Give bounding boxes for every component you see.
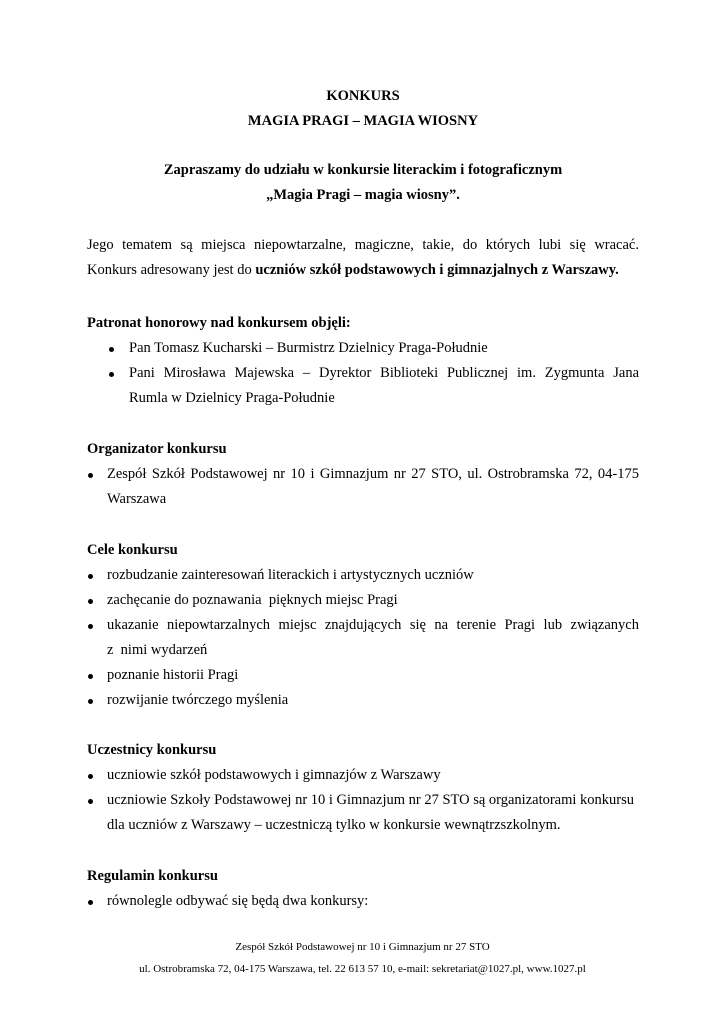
- footer: [0, 939, 725, 977]
- goals-section: [87, 538, 639, 713]
- patronage-heading: Patronat honorowy nad konkursem objęli:: [87, 315, 351, 331]
- intro-line-2-bold: uczniów szkół podstawowych i gimnazjalnych z Warszawy.: [255, 262, 619, 278]
- participants-item-2-line-2: dla uczniów z Warszawy – uczestniczą tylko w konkursie wewnątrzszkolnym.: [107, 817, 561, 833]
- goals-item-1: rozbudzanie zainteresowań literackich i artystycznych uczniów: [107, 567, 474, 583]
- organizer-item-line-1: Zespół Szkół Podstawowej nr 10 i Gimnazjum nr 27 STO, ul. Ostrobramska 72, 04-175: [107, 466, 639, 482]
- list-item: [87, 763, 639, 788]
- list-item: [87, 563, 639, 588]
- list-item: [87, 613, 639, 663]
- bullet-icon: [88, 624, 93, 629]
- organizer-heading: Organizator konkursu: [87, 441, 227, 457]
- bullet-icon: [109, 372, 114, 377]
- title-block: [87, 84, 639, 134]
- intro-line-2-text: Konkurs adresowany jest do: [87, 262, 256, 278]
- patronage-item-2-line-2: Rumla w Dzielnicy Praga-Południe: [129, 390, 335, 406]
- participants-list: [87, 763, 639, 838]
- goals-item-3-line-1: ukazanie niepowtarzalnych miejsc znajdujących się na terenie Pragi lub związanych: [107, 617, 639, 633]
- invitation-line-2: „Magia Pragi – magia wiosny”.: [266, 187, 460, 203]
- organizer-item-line-2: Warszawa: [107, 491, 167, 507]
- patronage-section: [87, 311, 639, 411]
- list-item: [87, 663, 639, 688]
- intro-line-2: [87, 258, 639, 283]
- bullet-icon: [88, 473, 93, 478]
- patronage-list: [87, 336, 639, 411]
- rules-list: [87, 889, 639, 914]
- title-name: MAGIA PRAGI – MAGIA WIOSNY: [247, 113, 479, 129]
- title-konkurs: KONKURS: [326, 88, 400, 104]
- goals-item-5: rozwijanie twórczego myślenia: [107, 692, 289, 708]
- participants-item-2-line-1: uczniowie Szkoły Podstawowej nr 10 i Gimnazjum nr 27 STO są organizatorami konkursu: [107, 792, 635, 808]
- goals-item-2: zachęcanie do poznawania pięknych miejsc Pragi: [107, 592, 398, 608]
- bullet-icon: [88, 674, 93, 679]
- list-item: [87, 688, 639, 713]
- organizer-list: [87, 462, 639, 512]
- bullet-icon: [109, 347, 114, 352]
- list-item: [87, 889, 639, 914]
- list-item: [87, 336, 639, 361]
- rules-item-1: równolegle odbywać się będą dwa konkursy:: [107, 893, 369, 909]
- organizer-section: [87, 437, 639, 512]
- rules-heading: Regulamin konkursu: [87, 868, 218, 884]
- goals-item-3-line-2: z nimi wydarzeń: [107, 642, 208, 658]
- intro-paragraph: [87, 233, 639, 283]
- list-item: [87, 462, 639, 512]
- list-item: [87, 788, 639, 838]
- bullet-icon: [88, 774, 93, 779]
- bullet-icon: [88, 599, 93, 604]
- invitation-block: [87, 158, 639, 208]
- bullet-icon: [88, 699, 93, 704]
- invitation-line-1: Zapraszamy do udziału w konkursie literackim i fotograficznym: [163, 162, 563, 178]
- intro-line-1: Jego tematem są miejsca niepowtarzalne, magiczne, takie, do których lubi się wracać.: [87, 237, 639, 253]
- goals-list: [87, 563, 639, 713]
- participants-heading: Uczestnicy konkursu: [87, 742, 217, 758]
- bullet-icon: [88, 574, 93, 579]
- goals-heading: Cele konkursu: [87, 542, 178, 558]
- goals-item-4: poznanie historii Pragi: [107, 667, 239, 683]
- list-item: [87, 361, 639, 411]
- bullet-icon: [88, 900, 93, 905]
- participants-item-1: uczniowie szkół podstawowych i gimnazjów z Warszawy: [107, 767, 441, 783]
- list-item: [87, 588, 639, 613]
- bullet-icon: [88, 799, 93, 804]
- footer-line-2: ul. Ostrobramska 72, 04-175 Warszawa, tel. 22 613 57 10, e-mail: sekretariat@1027.pl, www.1027.pl: [139, 963, 586, 975]
- patronage-item-2-line-1: Pani Mirosława Majewska – Dyrektor Biblioteki Publicznej im. Zygmunta Jana: [129, 365, 639, 381]
- patronage-item-1: Pan Tomasz Kucharski – Burmistrz Dzielnicy Praga-Południe: [129, 340, 488, 356]
- rules-section: [87, 864, 639, 914]
- footer-line-1: Zespół Szkół Podstawowej nr 10 i Gimnazjum nr 27 STO: [235, 941, 490, 953]
- participants-section: [87, 738, 639, 838]
